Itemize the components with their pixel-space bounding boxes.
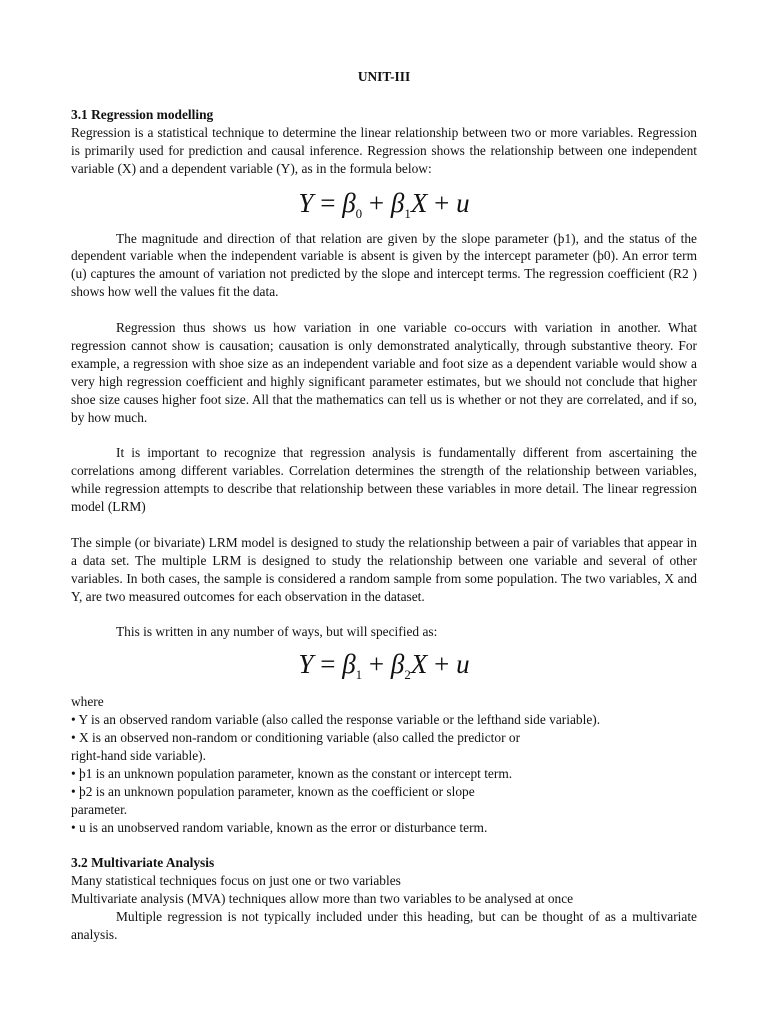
bullet-line: • X is an observed non-random or conditioning variable (also called the predictor or — [71, 730, 521, 746]
eq1-plus1: + — [362, 187, 391, 218]
eq1-plus2: + — [427, 187, 457, 218]
eq2-beta2-sub: 2 — [404, 667, 411, 683]
eq2-beta1: β — [342, 649, 356, 680]
eq2-plus1: + — [362, 649, 391, 680]
slope-parameter-paragraph: The magnitude and direction of that relation are given by the slope parameter (þ1), and the status of the dependent variable when the independent variable is absent is given by the intercept parameter (þ0). An error term (u) captures the amount of variation not predicted by the slope and intercept terms. The regression coefficient (R2 ) shows how well the values fit the data. — [71, 230, 697, 300]
document-page — [71, 68, 697, 944]
eq2-beta2: β — [390, 649, 405, 680]
eq2-u: u — [456, 649, 470, 680]
causation-paragraph: Regression thus shows us how variation in one variable co-occurs with variation in another. What regression cannot show is causation; causation is only demonstrated analytically, through substantive theory. For example, a regression with shoe size as an independent variable and foot size as a dependent variable would show a very high regression coefficient and highly significant parameter estimates, but we should not conclude that higher shoe size causes higher foot size. All that the mathematics can tell us is whether or not they are correlated, and if so, by how much. — [71, 320, 697, 425]
unit-title: UNIT-III — [357, 69, 411, 84]
eq1-beta1: β — [390, 187, 405, 218]
eq1-x: X — [410, 187, 428, 218]
eq2-plus2: + — [427, 649, 457, 680]
eq2-equals: = — [313, 649, 343, 680]
lrm-paragraph: The simple (or bivariate) LRM model is designed to study the relationship between a pair of variables that appear in a data set. The multiple LRM is designed to study the relationship between one variable and several of other variables. In both cases, the sample is considered a random sample from some population. The two variables, X and Y, are two measured outcomes for each observation in the dataset. — [71, 534, 697, 604]
multiple-regression-paragraph: Multiple regression is not typically included under this heading, but can be thought of as a multivariate analysis. — [71, 909, 697, 943]
bullet-line: right-hand side variable). — [71, 748, 206, 764]
specified-as-line: This is written in any number of ways, but will specified as: — [116, 624, 438, 640]
correlation-paragraph: It is important to recognize that regression analysis is fundamentally different from ascertaining the correlations among different variables. Correlation determines the strength of the relationship between variables, while regression attempts to describe that relationship between these variables in more detail. The linear regression model (LRM) — [71, 445, 697, 515]
section-3-2-heading: 3.2 Multivariate Analysis — [71, 855, 215, 871]
eq1-beta1-sub: 1 — [404, 205, 411, 221]
eq1-beta0-sub: 0 — [355, 205, 363, 221]
eq2-x: X — [410, 649, 428, 680]
eq2-beta1-sub: 1 — [355, 667, 363, 683]
eq1-u: u — [456, 187, 470, 218]
eq1-y: Y — [298, 187, 314, 218]
eq1-equals: = — [313, 187, 343, 218]
bullet-line: • þ2 is an unknown population parameter, known as the coefficient or slope — [71, 783, 475, 799]
regression-intro-paragraph: Regression is a statistical technique to determine the linear relationship between two or more variables. Regression is primarily used for prediction and causal inference. Regression shows the relationship between one independent variable (X) and a dependent variable (Y), as in the formula below: — [71, 124, 697, 176]
eq1-beta0: β — [342, 187, 356, 218]
where-label: where — [71, 694, 104, 710]
regression-formula-2 — [71, 651, 697, 681]
section-3-1-heading: 3.1 Regression modelling — [71, 106, 214, 122]
mva-line-2: Multivariate analysis (MVA) techniques allow more than two variables to be analysed at once — [71, 891, 574, 907]
bullet-line: • Y is an observed random variable (also called the response variable or the lefthand side variable). — [71, 712, 601, 728]
eq2-y: Y — [298, 649, 314, 680]
mva-line-1: Many statistical techniques focus on just one or two variables — [71, 873, 401, 889]
bullet-line: parameter. — [71, 801, 128, 817]
bullet-line: • þ1 is an unknown population parameter, known as the constant or intercept term. — [71, 765, 513, 781]
bullet-line: • u is an unobserved random variable, known as the error or disturbance term. — [71, 819, 488, 835]
regression-formula-1 — [71, 187, 697, 221]
